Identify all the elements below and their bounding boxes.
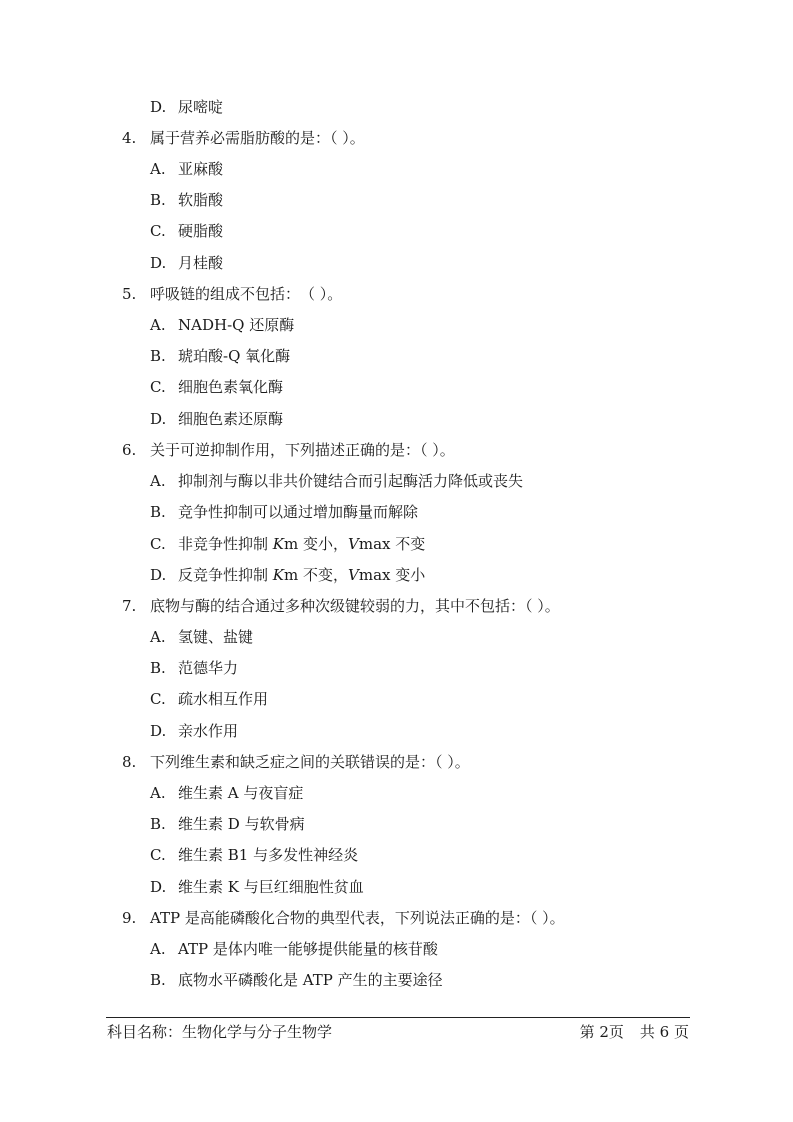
footer-divider xyxy=(106,1017,690,1018)
option-3d xyxy=(150,97,223,117)
option-text: 硬脂酸 xyxy=(178,222,224,240)
option-text: 维生素 A 与夜盲症 xyxy=(178,784,304,802)
option-text: 反竞争性抑制 Km 不变，Vmax 变小 xyxy=(178,566,426,584)
question-8 xyxy=(122,752,470,772)
option-label: D. xyxy=(150,254,167,272)
question-number: 7. xyxy=(122,597,137,615)
option-label: B. xyxy=(150,815,166,833)
option-7a xyxy=(150,627,253,647)
question-text: 底物与酶的结合通过多种次级键较弱的力，其中不包括：（ ）。 xyxy=(150,597,560,615)
option-label: A. xyxy=(150,316,166,334)
option-8d xyxy=(150,877,364,897)
option-9b xyxy=(150,970,443,990)
option-label: A. xyxy=(150,628,166,646)
option-6b xyxy=(150,502,418,522)
option-label: C. xyxy=(150,846,166,864)
option-7c xyxy=(150,689,268,709)
question-6 xyxy=(122,440,455,460)
option-8b xyxy=(150,814,305,834)
option-text: 亲水作用 xyxy=(178,722,239,740)
option-4a xyxy=(150,159,223,179)
option-text: 琥珀酸-Q 氧化酶 xyxy=(178,347,291,365)
option-6c xyxy=(150,534,425,554)
option-5b xyxy=(150,346,290,366)
option-5c xyxy=(150,377,283,397)
option-text: 软脂酸 xyxy=(178,191,224,209)
option-text: 维生素 D 与软骨病 xyxy=(178,815,305,833)
option-label: B. xyxy=(150,191,166,209)
option-label: B. xyxy=(150,659,166,677)
option-label: A. xyxy=(150,940,166,958)
option-label: C. xyxy=(150,535,166,553)
question-5 xyxy=(122,284,342,304)
question-number: 9. xyxy=(122,909,137,927)
option-text: NADH-Q 还原酶 xyxy=(178,316,295,334)
question-text: 下列维生素和缺乏症之间的关联错误的是：（ ）。 xyxy=(150,753,470,771)
option-text: 亚麻酸 xyxy=(178,160,224,178)
option-text: 月桂酸 xyxy=(178,254,224,272)
option-4b xyxy=(150,190,223,210)
option-label: D. xyxy=(150,98,167,116)
question-7 xyxy=(122,596,560,616)
option-8c xyxy=(150,845,358,865)
option-text: 竞争性抑制可以通过增加酶量而解除 xyxy=(178,503,419,521)
option-text: 疏水相互作用 xyxy=(178,690,269,708)
option-label: D. xyxy=(150,410,167,428)
footer-page-info xyxy=(580,1022,689,1042)
option-text: 细胞色素还原酶 xyxy=(178,410,284,428)
option-label: B. xyxy=(150,971,166,989)
option-label: A. xyxy=(150,784,166,802)
option-text: 氢键、盐键 xyxy=(178,628,254,646)
option-7d xyxy=(150,721,238,741)
footer-subject: 科目名称：生物化学与分子生物学 xyxy=(107,1023,333,1041)
option-text: 底物水平磷酸化是 ATP 产生的主要途径 xyxy=(178,971,443,989)
option-5a xyxy=(150,315,294,335)
question-9 xyxy=(122,908,565,928)
question-number: 6. xyxy=(122,441,137,459)
option-6a xyxy=(150,471,523,491)
option-label: A. xyxy=(150,160,166,178)
option-text: 抑制剂与酶以非共价键结合而引起酶活力降低或丧失 xyxy=(178,472,524,490)
option-4c xyxy=(150,221,223,241)
question-number: 4. xyxy=(122,129,137,147)
option-label: C. xyxy=(150,690,166,708)
option-7b xyxy=(150,658,238,678)
question-4 xyxy=(122,128,365,148)
question-text: ATP 是高能磷酸化合物的典型代表，下列说法正确的是：（ ）。 xyxy=(150,909,565,927)
question-text: 属于营养必需脂肪酸的是：（ ）。 xyxy=(150,129,365,147)
option-5d xyxy=(150,409,283,429)
option-9a xyxy=(150,939,438,959)
option-text: ATP 是体内唯一能够提供能量的核苷酸 xyxy=(178,940,438,958)
option-label: C. xyxy=(150,378,166,396)
option-text: 范德华力 xyxy=(178,659,239,677)
option-4d xyxy=(150,253,223,273)
option-label: B. xyxy=(150,503,166,521)
option-text: 细胞色素氧化酶 xyxy=(178,378,284,396)
option-text: 非竞争性抑制 Km 变小，Vmax 不变 xyxy=(178,535,426,553)
footer-page-current: 第 2页 xyxy=(579,1023,624,1041)
option-label: B. xyxy=(150,347,166,365)
option-text: 维生素 B1 与多发性神经炎 xyxy=(178,846,359,864)
option-6d xyxy=(150,565,425,585)
option-8a xyxy=(150,783,303,803)
option-text: 尿嘧啶 xyxy=(178,98,224,116)
question-number: 5. xyxy=(122,285,137,303)
question-text: 呼吸链的组成不包括： （ ）。 xyxy=(150,285,343,303)
option-text: 维生素 K 与巨红细胞性贫血 xyxy=(178,878,364,896)
footer-page-total: 共 6 页 xyxy=(639,1023,689,1041)
option-label: D. xyxy=(150,878,167,896)
question-number: 8. xyxy=(122,753,137,771)
option-label: A. xyxy=(150,472,166,490)
option-label: D. xyxy=(150,722,167,740)
question-text: 关于可逆抑制作用，下列描述正确的是：（ ）。 xyxy=(150,441,455,459)
option-label: D. xyxy=(150,566,167,584)
option-label: C. xyxy=(150,222,166,240)
